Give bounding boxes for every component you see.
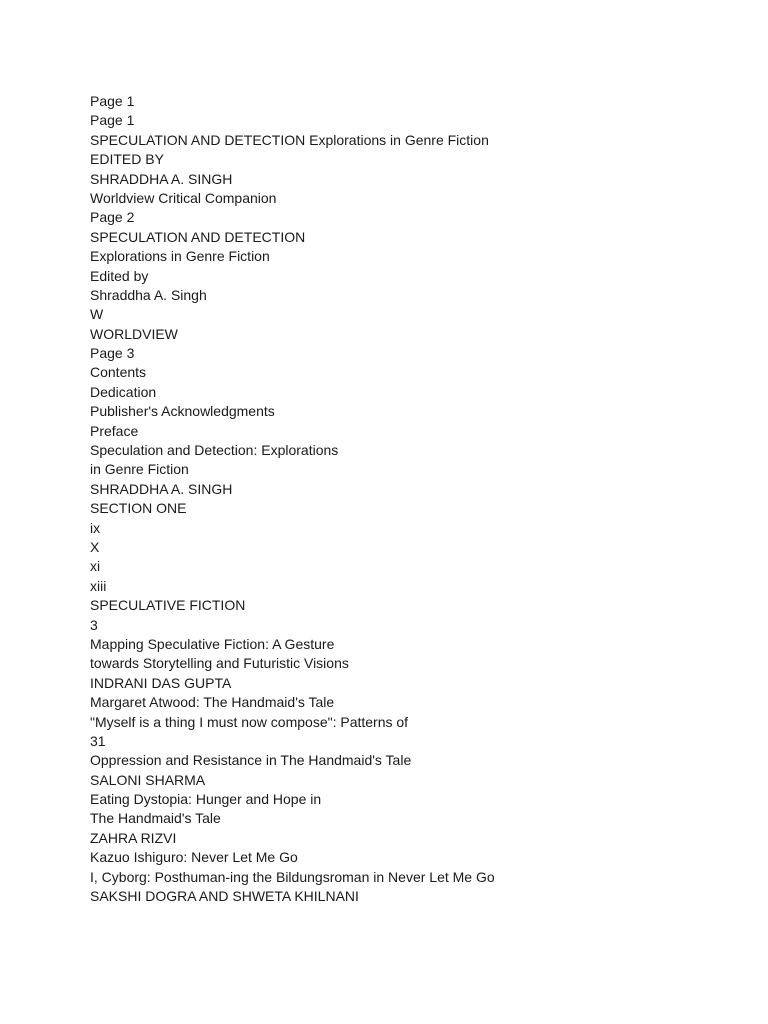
text-line: INDRANI DAS GUPTA xyxy=(90,674,232,691)
text-line: towards Storytelling and Futuristic Visions xyxy=(90,655,349,672)
text-line: SPECULATION AND DETECTION xyxy=(90,228,306,245)
text-line: W xyxy=(90,306,104,323)
text-line: ix xyxy=(90,519,101,536)
text-line: Page 3 xyxy=(90,345,135,362)
text-line: SPECULATION AND DETECTION Explorations in Genre Fiction xyxy=(90,131,489,148)
text-line: Kazuo Ishiguro: Never Let Me Go xyxy=(90,849,298,866)
text-line: in Genre Fiction xyxy=(90,461,189,478)
text-line: xi xyxy=(90,558,101,575)
text-line: Contents xyxy=(90,364,147,381)
text-lines xyxy=(90,92,495,906)
text-line: Dedication xyxy=(90,383,157,400)
text-line: Oppression and Resistance in The Handmaid's Tale xyxy=(90,752,412,769)
text-line: ZAHRA RIZVI xyxy=(90,829,177,846)
text-line: Margaret Atwood: The Handmaid's Tale xyxy=(90,694,335,711)
text-line: SECTION ONE xyxy=(90,500,187,517)
text-line: EDITED BY xyxy=(90,151,164,168)
text-line: SALONI SHARMA xyxy=(90,771,206,788)
text-line: I, Cyborg: Posthuman-ing the Bildungsroman in Never Let Me Go xyxy=(90,868,495,885)
text-line: SAKSHI DOGRA AND SHWETA KHILNANI xyxy=(90,888,359,905)
text-line: Preface xyxy=(90,422,139,439)
text-line: Mapping Speculative Fiction: A Gesture xyxy=(90,635,335,652)
text-line: Shraddha A. Singh xyxy=(90,286,207,303)
text-line: Edited by xyxy=(90,267,149,284)
text-line: SHRADDHA A. SINGH xyxy=(90,170,233,187)
text-line: Eating Dystopia: Hunger and Hope in xyxy=(90,791,322,808)
text-line: xiii xyxy=(90,577,107,594)
text-line: Page 1 xyxy=(90,93,135,109)
text-line: WORLDVIEW xyxy=(90,325,178,342)
text-line: The Handmaid's Tale xyxy=(90,810,221,827)
text-line: Page 1 xyxy=(90,112,135,129)
text-line: 3 xyxy=(90,616,98,633)
text-line: X xyxy=(90,538,100,555)
text-line: Publisher's Acknowledgments xyxy=(90,403,275,420)
text-line: SHRADDHA A. SINGH xyxy=(90,480,233,497)
text-line: Worldview Critical Companion xyxy=(90,189,277,206)
text-line: 31 xyxy=(90,732,106,749)
text-line: Page 2 xyxy=(90,209,135,226)
text-line: SPECULATIVE FICTION xyxy=(90,597,246,614)
text-line: Explorations in Genre Fiction xyxy=(90,248,270,265)
text-line: Speculation and Detection: Explorations xyxy=(90,442,339,459)
text-line: "Myself is a thing I must now compose": Patterns of xyxy=(90,713,409,730)
